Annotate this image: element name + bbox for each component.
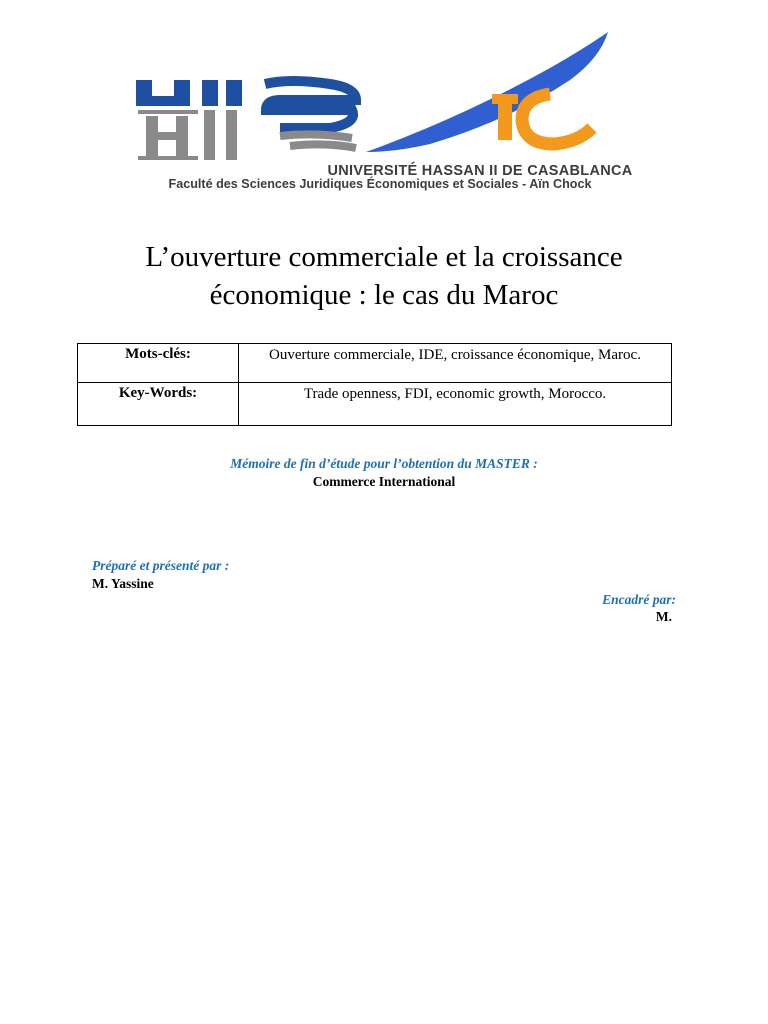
memoire-label: Mémoire de fin d’étude pour l’obtention du MASTER : [230,456,538,471]
author-name: M. Yassine [92,576,154,591]
keywords-en-value: Trade openness, FDI, economic growth, Morocco. [239,383,672,426]
page-title [60,238,708,314]
keywords-en-label: Key-Words: [78,383,239,426]
title-line-1: L’ouverture commerciale et la croissance [145,241,623,273]
table-row [78,344,672,383]
university-name: UNIVERSITÉ HASSAN II DE CASABLANCA [327,163,633,179]
university-logo-mark [130,28,630,168]
faculty-name: Faculté des Sciences Juridiques Économiques et Sociales - Aïn Chock [168,177,592,191]
keywords-fr-value: Ouverture commerciale, IDE, croissance économique, Maroc. [239,344,672,383]
supervised-by-label: Encadré par: [602,592,676,607]
supervisor-name: M. [655,609,672,624]
master-program: Commerce International [312,474,456,489]
university-logo [130,28,633,198]
keywords-table [77,343,672,426]
table-row [78,383,672,426]
title-line-2: économique : le cas du Maroc [209,279,559,311]
prepared-by-label: Préparé et présenté par : [92,558,230,573]
keywords-fr-label: Mots-clés: [78,344,239,383]
